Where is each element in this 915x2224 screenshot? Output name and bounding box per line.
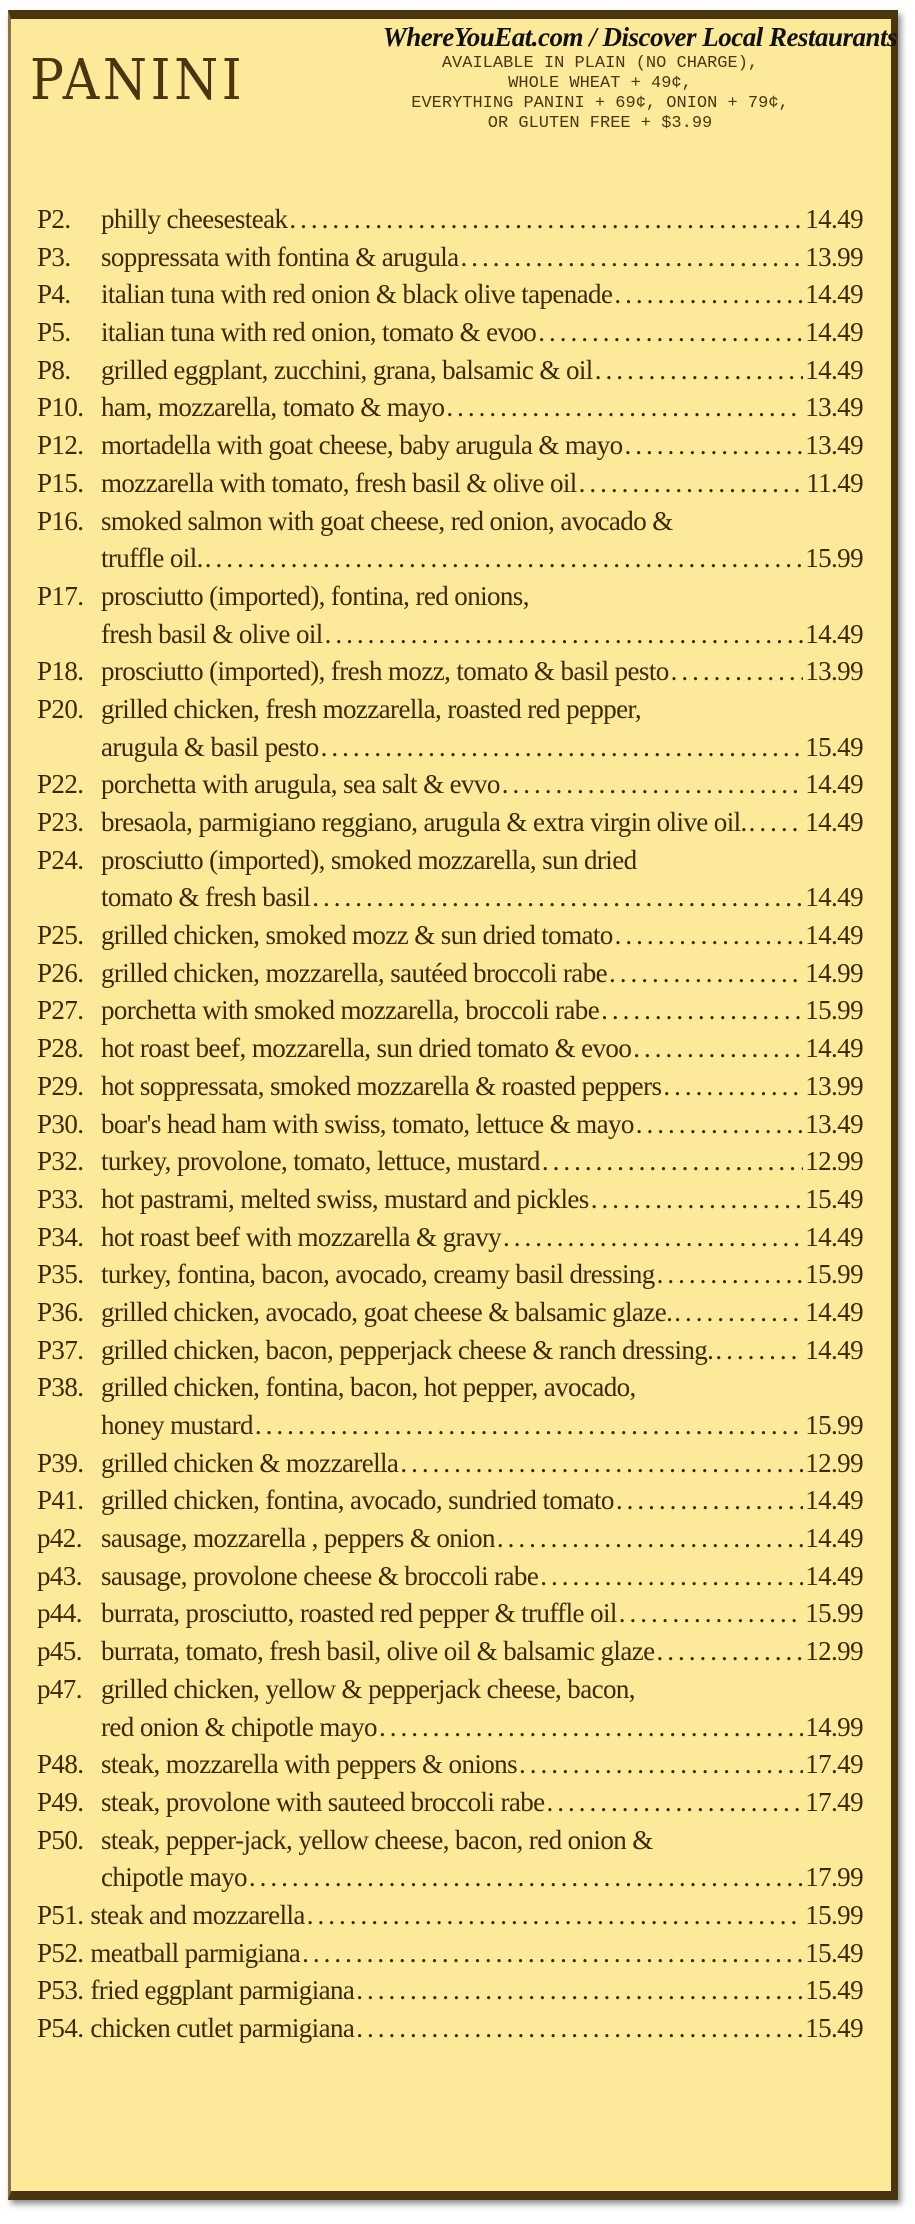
item-code: P36. bbox=[37, 1296, 84, 1327]
item-price: 15.99 bbox=[805, 543, 863, 574]
menu-item bbox=[37, 1636, 863, 1674]
menu-item-line bbox=[37, 1561, 863, 1599]
item-description: ham, mozzarella, tomato & mayo bbox=[101, 392, 445, 423]
menu-item-line bbox=[37, 242, 863, 280]
menu-item bbox=[37, 242, 863, 280]
item-price: 12.99 bbox=[805, 1447, 863, 1478]
item-code: p44. bbox=[37, 1598, 82, 1629]
dot-leader bbox=[255, 1410, 803, 1441]
menu-item bbox=[37, 656, 863, 694]
item-description: chipotle mayo bbox=[101, 1862, 247, 1893]
item-code: P30. bbox=[37, 1108, 84, 1139]
item-description: hot pastrami, melted swiss, mustard and pickles bbox=[101, 1183, 589, 1214]
menu-item-line bbox=[37, 506, 863, 544]
menu-item bbox=[37, 317, 863, 355]
item-description: mortadella with goat cheese, baby arugula & mayo bbox=[101, 430, 623, 461]
item-code: P28. bbox=[37, 1033, 84, 1064]
item-code: P26. bbox=[37, 957, 84, 988]
menu-item bbox=[37, 506, 863, 581]
dot-leader bbox=[446, 392, 803, 423]
menu-item bbox=[37, 995, 863, 1033]
menu-item-line bbox=[37, 1071, 863, 1109]
item-description: hot soppressata, smoked mozzarella & roasted peppers bbox=[101, 1070, 662, 1101]
menu-item-line bbox=[37, 769, 863, 807]
dot-leader bbox=[302, 1938, 803, 1969]
item-price: 14.49 bbox=[805, 769, 863, 800]
item-price: 14.49 bbox=[805, 882, 863, 913]
dot-leader bbox=[503, 1222, 803, 1253]
dot-leader bbox=[205, 543, 803, 574]
menu-item bbox=[37, 694, 863, 769]
dot-leader bbox=[547, 1787, 804, 1818]
item-description: steak and mozzarella bbox=[90, 1899, 305, 1930]
item-code: P8. bbox=[37, 354, 71, 385]
item-code: P18. bbox=[37, 656, 84, 687]
menu-item-line bbox=[37, 1109, 863, 1147]
item-price: 14.49 bbox=[805, 1560, 863, 1591]
menu-item bbox=[37, 204, 863, 242]
menu-item-line bbox=[37, 1184, 863, 1222]
menu-item-line bbox=[37, 920, 863, 958]
item-price: 15.49 bbox=[805, 1937, 863, 1968]
item-description: truffle oil. bbox=[101, 543, 203, 574]
item-description: fresh basil & olive oil bbox=[101, 618, 323, 649]
note-line: AVAILABLE IN PLAIN (NO CHARGE), bbox=[441, 54, 759, 73]
item-code: p42. bbox=[37, 1523, 82, 1554]
dot-leader bbox=[595, 355, 804, 386]
item-description: meatball parmigiana bbox=[90, 1937, 301, 1968]
menu-item-line bbox=[37, 1372, 863, 1410]
item-price: 15.99 bbox=[805, 1410, 863, 1440]
item-description: turkey, provolone, tomato, lettuce, mustard bbox=[101, 1146, 540, 1177]
item-code: P50. bbox=[37, 1824, 84, 1855]
item-price: 14.99 bbox=[805, 1711, 863, 1742]
item-price: 14.49 bbox=[805, 1296, 863, 1327]
dot-leader bbox=[379, 1712, 803, 1743]
item-price: 14.49 bbox=[805, 1221, 863, 1252]
item-description: prosciutto (imported), fresh mozz, tomato & basil pesto bbox=[101, 656, 669, 687]
item-price: 13.99 bbox=[805, 1070, 863, 1101]
item-price: 14.49 bbox=[805, 354, 863, 385]
menu-item bbox=[37, 1561, 863, 1599]
menu-item-line bbox=[37, 1749, 863, 1787]
item-description: bresaola, parmigiano reggiano, arugula & extra virgin olive oil. bbox=[101, 807, 747, 837]
item-description: soppressata with fontina & arugula bbox=[101, 241, 459, 272]
item-code: P35. bbox=[37, 1259, 84, 1290]
menu-item bbox=[37, 1335, 863, 1373]
item-code: P15. bbox=[37, 467, 84, 498]
note-line: EVERYTHING PANINI + 69¢, ONION + 79¢, bbox=[411, 94, 789, 113]
item-price: 14.49 bbox=[805, 1485, 863, 1516]
item-price: 13.49 bbox=[805, 392, 863, 423]
dot-leader bbox=[400, 1448, 803, 1479]
menu-item bbox=[37, 769, 863, 807]
menu-item bbox=[37, 355, 863, 393]
item-code: P24. bbox=[37, 844, 84, 875]
item-code: P17. bbox=[37, 580, 84, 611]
dot-leader bbox=[461, 242, 804, 273]
menu-item-line bbox=[37, 694, 863, 732]
dot-leader bbox=[325, 619, 804, 650]
item-description: grilled eggplant, zucchini, grana, balsamic & oil bbox=[101, 354, 593, 385]
item-description: grilled chicken & mozzarella bbox=[101, 1447, 399, 1478]
item-description: prosciutto (imported), fontina, red onions, bbox=[101, 580, 529, 611]
item-price: 13.49 bbox=[805, 1108, 863, 1139]
item-code: P39. bbox=[37, 1447, 84, 1478]
item-code: p45. bbox=[37, 1636, 82, 1667]
item-code: P20. bbox=[37, 693, 84, 724]
item-price: 13.99 bbox=[805, 241, 863, 272]
menu-item bbox=[37, 1674, 863, 1749]
item-price: 11.49 bbox=[806, 467, 863, 498]
dot-leader bbox=[540, 1561, 803, 1592]
menu-item-line bbox=[37, 882, 863, 920]
item-description: grilled chicken, yellow & pepperjack cheese, bacon, bbox=[101, 1673, 635, 1704]
page-title: PANINI bbox=[30, 48, 246, 113]
menu-item-line bbox=[37, 279, 863, 317]
dot-leader bbox=[616, 1485, 803, 1516]
item-code: P12. bbox=[37, 430, 84, 461]
item-price: 14.49 bbox=[805, 317, 863, 348]
dot-leader bbox=[636, 1109, 803, 1140]
menu-item bbox=[37, 430, 863, 468]
menu-item bbox=[37, 1938, 863, 1976]
item-code: P27. bbox=[37, 995, 84, 1026]
menu-item bbox=[37, 392, 863, 430]
item-price: 14.49 bbox=[805, 1033, 863, 1064]
item-description: sausage, provolone cheese & broccoli rabe bbox=[101, 1560, 539, 1591]
menu-item bbox=[37, 1825, 863, 1900]
menu-item-line bbox=[37, 1938, 863, 1976]
item-description: prosciutto (imported), smoked mozzarella, sun dried bbox=[101, 844, 637, 875]
item-description: italian tuna with red onion, tomato & evoo bbox=[101, 317, 537, 348]
menu-item bbox=[37, 920, 863, 958]
menu-item-line bbox=[37, 1825, 863, 1863]
menu-item bbox=[37, 1900, 863, 1938]
item-description: grilled chicken, smoked mozz & sun dried tomato bbox=[101, 920, 613, 951]
dot-leader bbox=[633, 1033, 803, 1064]
menu-item-line bbox=[37, 2013, 863, 2051]
menu-item bbox=[37, 581, 863, 656]
item-code: P22. bbox=[37, 769, 84, 800]
dot-leader bbox=[609, 958, 803, 989]
dot-leader bbox=[502, 769, 804, 800]
menu-item-line bbox=[37, 1259, 863, 1297]
item-description: hot roast beef, mozzarella, sun dried tomato & evoo bbox=[101, 1033, 632, 1064]
menu-item bbox=[37, 1749, 863, 1787]
item-price: 14.49 bbox=[805, 618, 863, 649]
item-description: red onion & chipotle mayo bbox=[101, 1711, 377, 1742]
dot-leader bbox=[356, 2013, 803, 2044]
menu-item-line bbox=[37, 958, 863, 996]
menu-item-line bbox=[37, 581, 863, 619]
menu-item bbox=[37, 1523, 863, 1561]
item-price: 15.99 bbox=[805, 1598, 863, 1629]
item-price: 15.49 bbox=[805, 731, 863, 762]
item-description: grilled chicken, fontina, avocado, sundried tomato bbox=[101, 1485, 614, 1516]
menu-item-line bbox=[37, 732, 863, 770]
dot-leader bbox=[307, 1900, 803, 1931]
dot-leader bbox=[289, 204, 803, 235]
item-description: steak, mozzarella with peppers & onions bbox=[101, 1749, 517, 1780]
item-description: turkey, fontina, bacon, avocado, creamy basil dressing bbox=[101, 1259, 655, 1290]
item-code: P10. bbox=[37, 392, 84, 423]
menu-item bbox=[37, 1975, 863, 2013]
menu-item bbox=[37, 1297, 863, 1335]
item-code: P48. bbox=[37, 1749, 84, 1780]
item-price: 15.99 bbox=[805, 1259, 863, 1290]
item-code: P34. bbox=[37, 1221, 84, 1252]
menu-item bbox=[37, 468, 863, 506]
item-description: arugula & basil pesto bbox=[101, 731, 319, 762]
item-price: 15.99 bbox=[805, 1899, 863, 1930]
menu-item-line bbox=[37, 543, 863, 581]
item-price: 12.99 bbox=[805, 1636, 863, 1667]
item-code: p47. bbox=[37, 1673, 82, 1704]
item-description: porchetta with arugula, sea salt & evvo bbox=[101, 769, 500, 800]
item-code: P54. bbox=[37, 2013, 84, 2043]
menu-item bbox=[37, 1184, 863, 1222]
item-description: philly cheesesteak bbox=[101, 204, 288, 234]
menu-item bbox=[37, 1071, 863, 1109]
menu-item-line bbox=[37, 1033, 863, 1071]
dot-leader bbox=[497, 1523, 803, 1554]
menu-item-line bbox=[37, 317, 863, 355]
item-code: P38. bbox=[37, 1372, 84, 1403]
menu-item-line bbox=[37, 430, 863, 468]
menu-item-line bbox=[37, 995, 863, 1033]
menu-item-line bbox=[37, 1862, 863, 1900]
menu-item bbox=[37, 1033, 863, 1071]
item-price: 13.99 bbox=[805, 656, 863, 687]
item-price: 17.49 bbox=[805, 1749, 863, 1780]
item-code: P51. bbox=[37, 1899, 84, 1930]
menu-item bbox=[37, 1448, 863, 1486]
menu-item-line bbox=[37, 1146, 863, 1184]
menu-item-line bbox=[37, 807, 863, 845]
item-code: p43. bbox=[37, 1560, 82, 1591]
item-price: 17.99 bbox=[805, 1862, 863, 1893]
menu-item bbox=[37, 1372, 863, 1447]
item-price: 14.49 bbox=[805, 920, 863, 951]
note-line: OR GLUTEN FREE + $3.99 bbox=[487, 114, 713, 133]
item-code: P4. bbox=[37, 279, 71, 310]
item-price: 12.99 bbox=[805, 1146, 863, 1177]
item-description: grilled chicken, fresh mozzarella, roasted red pepper, bbox=[101, 693, 641, 724]
item-description: tomato & fresh basil bbox=[101, 882, 311, 913]
item-price: 14.49 bbox=[805, 204, 863, 234]
item-description: honey mustard bbox=[101, 1410, 253, 1440]
dot-leader bbox=[663, 1071, 803, 1102]
dot-leader bbox=[249, 1862, 803, 1893]
dot-leader bbox=[625, 430, 804, 461]
menu-item bbox=[37, 1222, 863, 1260]
item-code: P49. bbox=[37, 1786, 84, 1817]
menu-item-line bbox=[37, 1523, 863, 1561]
dot-leader bbox=[715, 1335, 803, 1366]
dot-leader bbox=[615, 920, 804, 951]
item-code: P41. bbox=[37, 1485, 84, 1516]
bread-options-note bbox=[340, 54, 860, 134]
item-description: sausage, mozzarella , peppers & onion bbox=[101, 1523, 495, 1554]
menu-item bbox=[37, 958, 863, 996]
item-description: grilled chicken, avocado, goat cheese & balsamic glaze. bbox=[101, 1296, 673, 1327]
item-description: boar's head ham with swiss, tomato, lettuce & mayo bbox=[101, 1108, 634, 1139]
item-price: 15.99 bbox=[805, 995, 863, 1026]
item-code: P16. bbox=[37, 505, 84, 536]
item-code: P3. bbox=[37, 241, 71, 272]
menu-item-line bbox=[37, 1448, 863, 1486]
item-description: smoked salmon with goat cheese, red onion, avocado & bbox=[101, 505, 673, 536]
dot-leader bbox=[591, 1184, 804, 1215]
menu-item-line bbox=[37, 204, 863, 242]
menu-item bbox=[37, 1259, 863, 1297]
item-code: P25. bbox=[37, 920, 84, 951]
dot-leader bbox=[312, 882, 803, 913]
item-code: P29. bbox=[37, 1070, 84, 1101]
item-description: hot roast beef with mozzarella & gravy bbox=[101, 1221, 502, 1252]
dot-leader bbox=[674, 1297, 803, 1328]
item-description: fried eggplant parmigiana bbox=[90, 1975, 355, 2006]
menu-item bbox=[37, 1109, 863, 1147]
item-description: burrata, tomato, fresh basil, olive oil & balsamic glaze bbox=[101, 1636, 655, 1667]
note-line: WHOLE WHEAT + 49¢, bbox=[508, 74, 692, 93]
menu-item bbox=[37, 2013, 863, 2051]
menu-item-line bbox=[37, 1485, 863, 1523]
item-description: porchetta with smoked mozzarella, broccoli rabe bbox=[101, 995, 600, 1026]
menu-item bbox=[37, 845, 863, 920]
dot-leader bbox=[356, 1975, 803, 2006]
item-code: P32. bbox=[37, 1146, 84, 1177]
item-code: P53. bbox=[37, 1975, 84, 2006]
dot-leader bbox=[519, 1749, 803, 1780]
menu-item bbox=[37, 279, 863, 317]
menu-item-line bbox=[37, 1900, 863, 1938]
item-description: grilled chicken, bacon, pepperjack cheese & ranch dressing. bbox=[101, 1334, 714, 1365]
menu-item-line bbox=[37, 1636, 863, 1674]
menu-item-line bbox=[37, 1410, 863, 1448]
menu-item-line bbox=[37, 468, 863, 506]
item-description: mozzarella with tomato, fresh basil & olive oil bbox=[101, 467, 577, 498]
menu-item bbox=[37, 1485, 863, 1523]
menu-item-line bbox=[37, 845, 863, 883]
menu-item bbox=[37, 1787, 863, 1825]
item-description: grilled chicken, fontina, bacon, hot pepper, avocado, bbox=[101, 1372, 636, 1403]
item-code: P37. bbox=[37, 1334, 84, 1365]
item-price: 14.49 bbox=[805, 1334, 863, 1365]
menu-item-line bbox=[37, 619, 863, 657]
item-code: P5. bbox=[37, 317, 71, 348]
dot-leader bbox=[542, 1146, 803, 1177]
menu-item-line bbox=[37, 1598, 863, 1636]
item-price: 14.49 bbox=[805, 279, 863, 310]
item-description: italian tuna with red onion & black olive tapenade bbox=[101, 279, 613, 310]
item-price: 15.49 bbox=[805, 2013, 863, 2043]
item-code: P23. bbox=[37, 807, 84, 837]
menu-item bbox=[37, 1146, 863, 1184]
item-description: burrata, prosciutto, roasted red pepper & truffle oil bbox=[101, 1598, 617, 1629]
item-code: P2. bbox=[37, 204, 71, 234]
site-watermark: WhereYouEat.com / Discover Local Restaurants bbox=[382, 22, 897, 52]
dot-leader bbox=[656, 1636, 803, 1667]
item-description: steak, provolone with sauteed broccoli rabe bbox=[101, 1786, 545, 1817]
menu-item-line bbox=[37, 1787, 863, 1825]
item-price: 14.49 bbox=[805, 1523, 863, 1554]
dot-leader bbox=[538, 317, 803, 348]
menu-item-line bbox=[37, 1297, 863, 1335]
dot-leader bbox=[601, 995, 803, 1026]
item-description: grilled chicken, mozzarella, sautéed broccoli rabe bbox=[101, 957, 607, 988]
dot-leader bbox=[579, 468, 805, 499]
item-description: steak, pepper-jack, yellow cheese, bacon, red onion & bbox=[101, 1824, 653, 1855]
item-price: 13.49 bbox=[805, 430, 863, 461]
dot-leader bbox=[619, 1598, 803, 1629]
menu-item-line bbox=[37, 656, 863, 694]
item-price: 15.49 bbox=[805, 1975, 863, 2006]
item-code: P52. bbox=[37, 1937, 84, 1968]
item-price: 15.49 bbox=[805, 1183, 863, 1214]
item-price: 14.99 bbox=[805, 957, 863, 988]
menu-item bbox=[37, 1598, 863, 1636]
menu-item-line bbox=[37, 1975, 863, 2013]
item-price: 14.49 bbox=[805, 807, 863, 837]
menu-item-line bbox=[37, 355, 863, 393]
item-code: P33. bbox=[37, 1183, 84, 1214]
menu-item-line bbox=[37, 1222, 863, 1260]
dot-leader bbox=[657, 1259, 804, 1290]
menu-list bbox=[37, 204, 863, 2051]
menu-item-line bbox=[37, 1335, 863, 1373]
menu-item-line bbox=[37, 1674, 863, 1712]
dot-leader bbox=[321, 732, 804, 763]
item-price: 17.49 bbox=[805, 1786, 863, 1817]
dot-leader bbox=[614, 279, 803, 310]
menu-item-line bbox=[37, 392, 863, 430]
menu-item bbox=[37, 807, 863, 845]
dot-leader bbox=[749, 807, 804, 838]
menu-item-line bbox=[37, 1712, 863, 1750]
item-description: chicken cutlet parmigiana bbox=[90, 2013, 355, 2043]
dot-leader bbox=[671, 656, 804, 687]
